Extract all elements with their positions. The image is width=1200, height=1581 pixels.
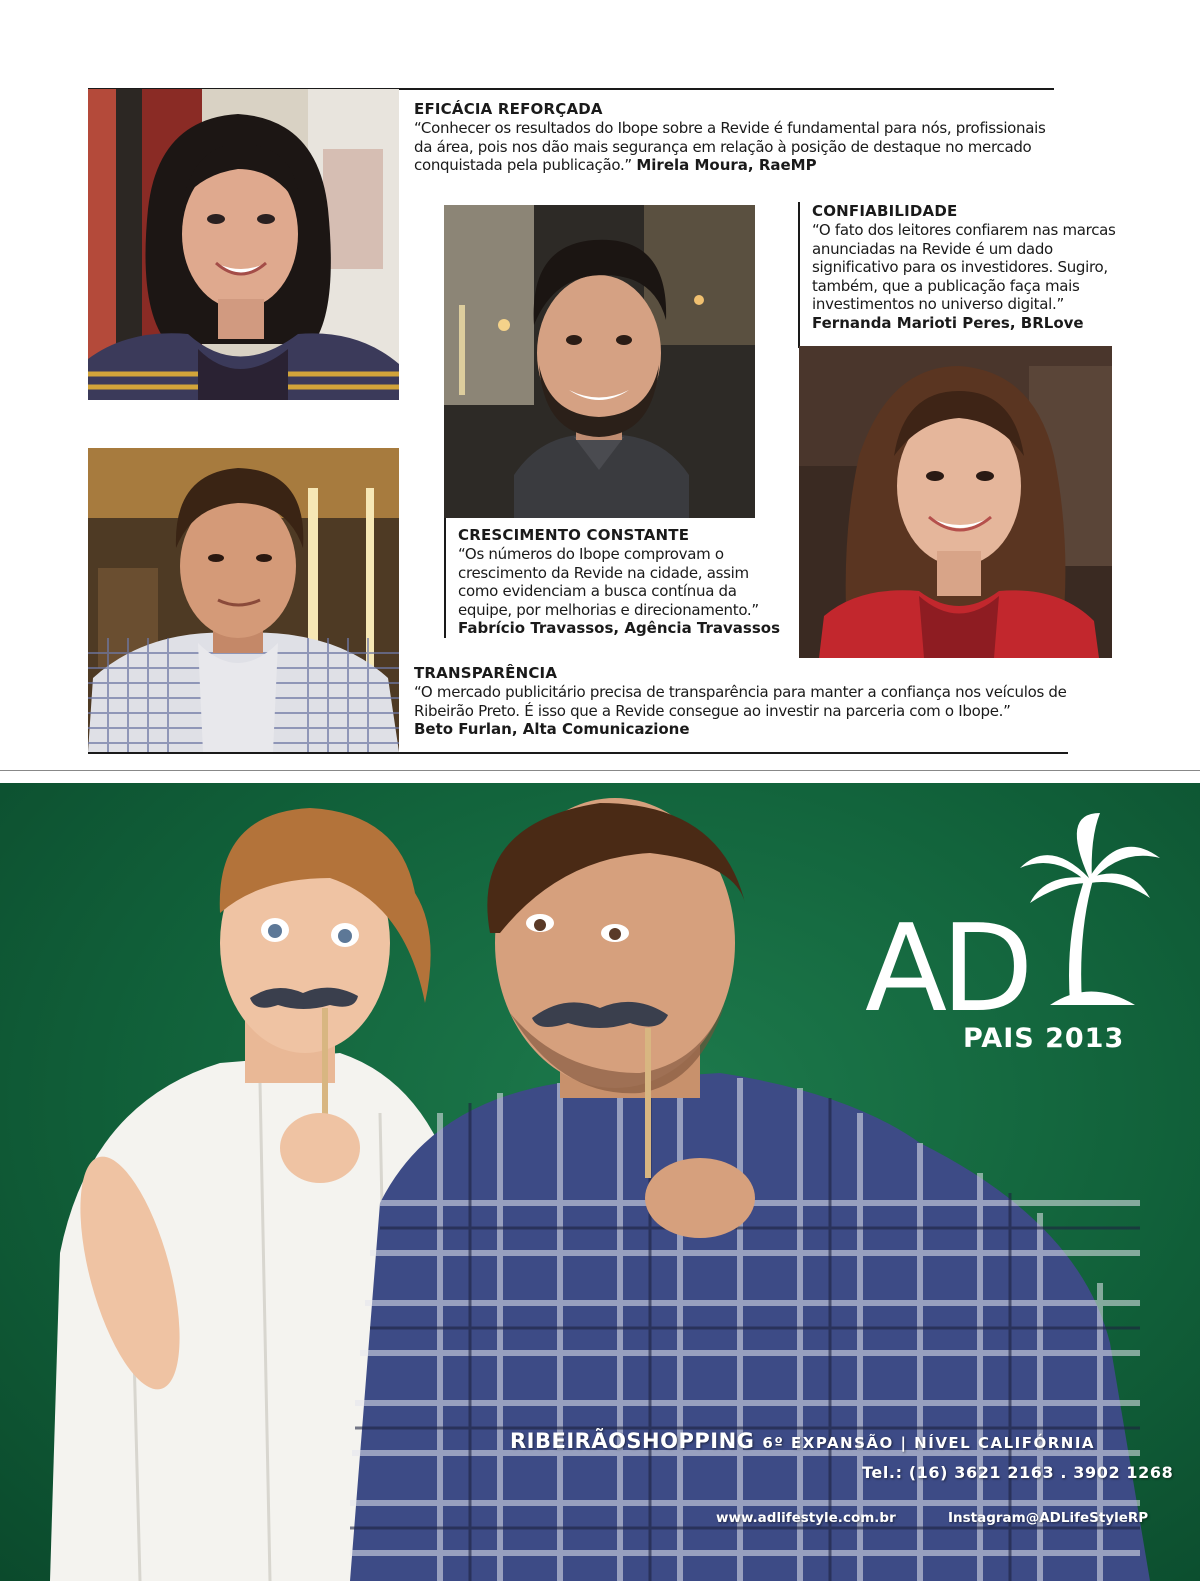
ad-banner — [0, 783, 1200, 1581]
photo-beto-furlan — [88, 448, 399, 752]
ad-season: PAIS 2013 — [963, 1023, 1125, 1054]
quote-transparencia — [414, 664, 1074, 739]
photo-fernanda-marioti-peres — [799, 346, 1112, 658]
ad-logo: AD — [865, 900, 1028, 1039]
quote-author: Mirela Moura, RaeMP — [636, 156, 817, 174]
ad-location: 6º EXPANSÃO | NÍVEL CALIFÓRNIA — [762, 1434, 1096, 1452]
photo-fabricio-travassos — [444, 205, 755, 518]
quote-author: Beto Furlan, Alta Comunicazione — [414, 720, 690, 738]
ad-instagram[interactable]: Instagram@ADLifeStyleRP — [948, 1510, 1149, 1526]
quote-text: “Os números do Ibope comprovam o crescimento da Revide na cidade, assim como evidenciam a busca contínua da equipe, por melhorias e direcionamento.” Fabrício Travassos, Agência Travassos — [458, 545, 781, 637]
quote-title: CRESCIMENTO CONSTANTE — [458, 526, 690, 544]
ad-website[interactable]: www.adlifestyle.com.br — [716, 1510, 896, 1526]
ad-phone: Tel.: (16) 3621 2163 . 3902 1268 — [862, 1463, 1174, 1482]
quote-crescimento — [458, 526, 793, 638]
quote-text: “O fato dos leitores confiarem nas marcas anunciadas na Revide é um dado significativo para os investidores. Sugiro, também, que a publicação faça mais investimentos no universo digital.” Fernanda Marioti Peres, BRLove — [812, 221, 1116, 332]
quote-title: TRANSPARÊNCIA — [414, 664, 558, 682]
quote-author: Fernanda Marioti Peres, BRLove — [812, 313, 1084, 332]
ad-mall-line — [510, 1429, 1150, 1453]
quote-title: CONFIABILIDADE — [812, 202, 958, 220]
ad-mall: RIBEIRÃOSHOPPING — [510, 1429, 755, 1453]
quote-eficacia — [414, 100, 1064, 175]
photo-mirela-moura — [88, 89, 399, 400]
page-divider — [0, 770, 1200, 771]
quote-crescimento-line — [444, 518, 446, 638]
quote-text: “O mercado publicitário precisa de transparência para manter a confiança nos veículos de Ribeirão Preto. É isso que a Revide consegue ao investir na parceria com o Ibope.” Beto Furlan, Alta Comunicazione — [414, 683, 1067, 738]
quote-confiabilidade — [812, 202, 1122, 332]
quote-confiabilidade-line — [798, 202, 800, 348]
quote-title: EFICÁCIA REFORÇADA — [414, 100, 603, 118]
quote-text: “Conhecer os resultados do Ibope sobre a Revide é fundamental para nós, profissionais da área, pois nos dão mais segurança em relação à posição de destaque no mercado conquistada pela publicação.” Mirela Moura, RaeMP — [414, 119, 1046, 174]
bottom-rule — [88, 752, 1068, 754]
quote-author: Fabrício Travassos, Agência Travassos — [458, 619, 781, 637]
